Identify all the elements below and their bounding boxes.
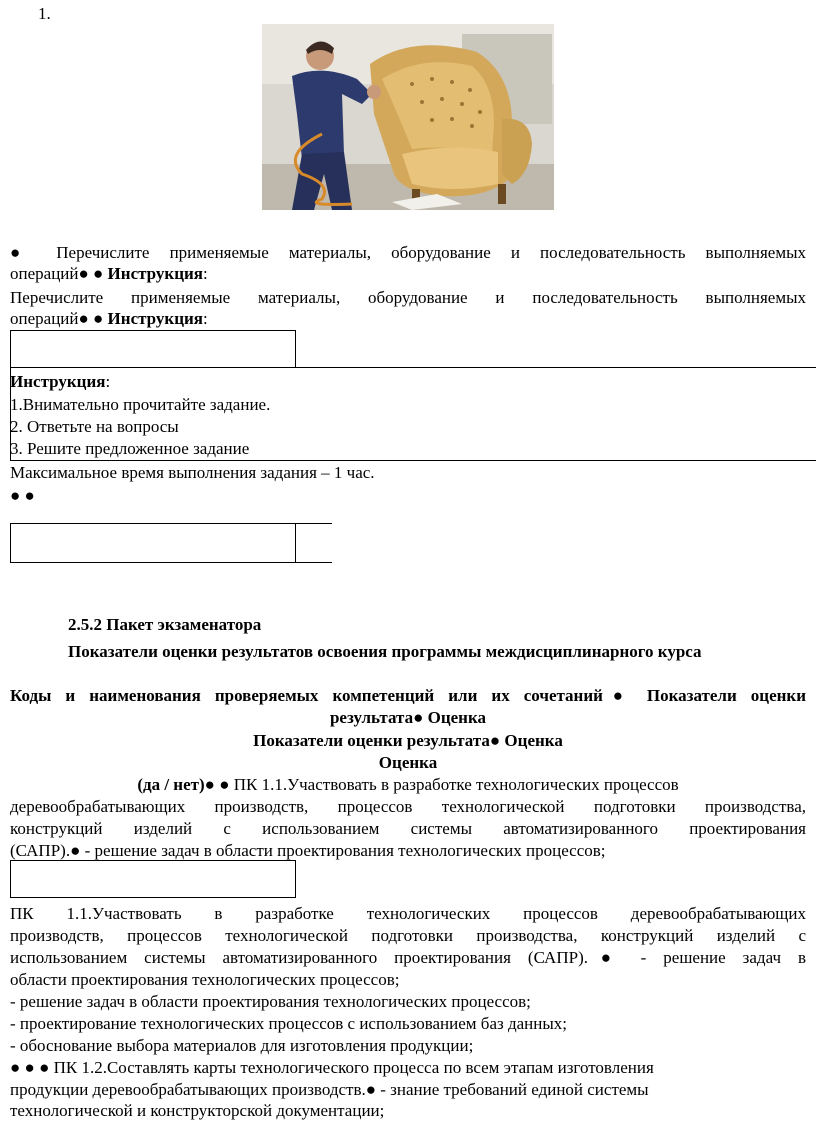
p2-indicator: - решение задач в — [640, 948, 806, 967]
table-rule — [296, 562, 332, 563]
pk12-line-b — [10, 1079, 806, 1100]
task-line-3 — [10, 287, 806, 308]
table-header-codes: Коды и наименования проверяемых компетенций или их сочетаний — [10, 686, 603, 705]
pk12-line-c: технологической и конструкторской документации; — [10, 1101, 385, 1120]
bullet-icon: ● — [78, 264, 89, 283]
bullet-icon: ● — [204, 775, 215, 794]
p2-line-d: области проектирования технологических процессов; — [10, 970, 400, 989]
task-text-2b: операций — [10, 309, 79, 328]
section-subheading: Показатели оценки результатов освоения программы междисциплинарного курса — [68, 642, 702, 661]
instruction-item-3: 3. Решите предложенное задание — [10, 439, 250, 458]
empty-table-cell — [10, 330, 296, 368]
table-header-line-1 — [10, 685, 806, 706]
pk12-indicator: - знание требований единой системы — [380, 1080, 649, 1099]
pk11-line-a — [10, 774, 806, 795]
instruction-label: Инструкция — [107, 264, 203, 283]
bullet-icon: ● — [24, 486, 35, 505]
empty-table-cell — [10, 860, 296, 898]
max-time: Максимальное время выполнения задания – 1 час. — [10, 463, 375, 482]
instruction-item-1: 1.Внимательно прочитайте задание. — [10, 395, 271, 414]
bullet-icon: ● — [587, 948, 624, 967]
bullet-icon: ● — [39, 1058, 50, 1077]
pk12-text: продукции деревообрабатывающих производств. — [10, 1080, 366, 1099]
task-line-1 — [10, 242, 806, 263]
bullet-icon: ● — [413, 708, 424, 727]
bullet-icon: ● — [602, 686, 633, 705]
table-header-result: результата — [329, 708, 414, 727]
task-line-2 — [10, 263, 806, 284]
pk11-text: (САПР). — [10, 841, 71, 860]
pk12-text: ПК 1.2.Составлять карты технологического процесса по всем этапам изготовления — [53, 1058, 654, 1077]
pk11-line-b: деревообрабатывающих производств, процессов технологической подготовки производства, — [10, 797, 806, 816]
bullet-icon: ● — [70, 841, 81, 860]
bullet-icon: ● — [93, 264, 104, 283]
photo-worker-upholstering-armchair — [262, 24, 554, 210]
table-header-grade: Оценка — [427, 708, 487, 727]
section-heading: 2.5.2 Пакет экзаменатора — [68, 615, 262, 634]
pk11-text: ПК 1.1.Участвовать в разработке технологических процессов — [233, 775, 679, 794]
instruction-label: Инструкция — [10, 372, 106, 391]
list-item: - решение задач в области проектирования технологических процессов; — [10, 992, 531, 1011]
pk11-line-d — [10, 840, 806, 861]
table-header-indicators: Показатели оценки — [646, 686, 807, 705]
p2-line-c — [10, 947, 806, 968]
bullet-icon: ● — [78, 309, 89, 328]
list-number: 1. — [38, 4, 51, 23]
colon: : — [202, 309, 208, 328]
pk11-indicator: - решение задач в области проектирования технологических процессов; — [84, 841, 606, 860]
colon: : — [202, 264, 208, 283]
pk12-line-a — [10, 1057, 806, 1078]
task-line-4 — [10, 308, 806, 329]
table-header-indicators: Показатели оценки результата — [253, 731, 490, 750]
bullet-row — [10, 485, 806, 506]
task-text-1b: операций — [10, 264, 79, 283]
pk11-line-c: конструкций изделий с использованием системы автоматизированного проектирования — [10, 819, 806, 838]
bullet-icon: ● — [10, 243, 37, 262]
bullet-icon: ● — [10, 486, 21, 505]
p2-text: использованием системы автоматизированного проектирования (САПР). — [10, 948, 588, 967]
bullet-icon: ● — [365, 1080, 377, 1099]
task-text-1a: Перечислите применяемые материалы, оборудование и последовательность выполняемых — [56, 243, 807, 262]
instruction-label: Инструкция — [107, 309, 203, 328]
bullet-icon: ● — [489, 731, 501, 750]
p2-line-b: производств, процессов технологической подготовки производства, конструкций изделий с — [10, 926, 806, 945]
p2-line-a: ПК 1.1.Участвовать в разработке технологических процессов деревообрабатывающих — [10, 904, 806, 923]
empty-table-cell — [10, 523, 296, 563]
list-item: - обоснование выбора материалов для изготовления продукции; — [10, 1036, 474, 1055]
bullet-icon: ● — [10, 1058, 21, 1077]
instruction-item-2: 2. Ответьте на вопросы — [10, 417, 179, 436]
yes-no-label: (да / нет) — [137, 775, 205, 794]
task-text-2a: Перечислите применяемые материалы, оборудование и последовательность выполняемых — [10, 288, 806, 307]
colon: : — [105, 372, 111, 391]
table-header-grade: Оценка — [504, 731, 563, 750]
instructions-title — [10, 371, 806, 392]
bullet-icon: ● — [219, 775, 230, 794]
table-header-line-2 — [10, 707, 806, 728]
table-header-line-3 — [10, 730, 806, 751]
bullet-icon: ● — [93, 309, 104, 328]
list-item: - проектирование технологических процессов с использованием баз данных; — [10, 1014, 567, 1033]
table-header-line-4: Оценка — [378, 753, 438, 772]
bullet-icon: ● — [24, 1058, 35, 1077]
